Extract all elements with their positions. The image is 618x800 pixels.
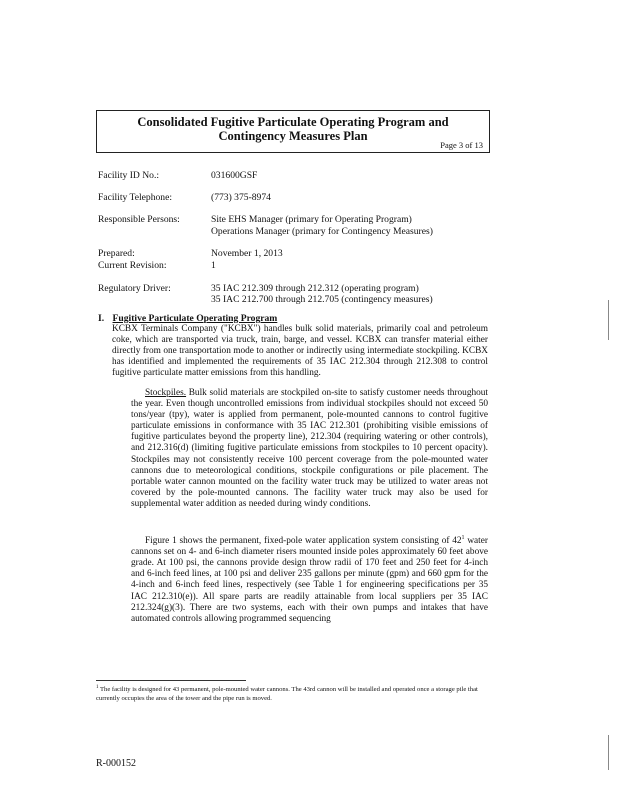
scan-mark	[608, 735, 609, 770]
regulatory-value-1: 35 IAC 212.309 through 212.312 (operating program)	[211, 283, 419, 294]
figure-paragraph	[131, 533, 488, 625]
section-number: I.	[98, 313, 105, 324]
revision-value: 1	[211, 260, 216, 271]
stockpiles-paragraph	[131, 388, 488, 510]
footnote-rule	[96, 680, 246, 681]
facility-phone-value: (773) 375-8974	[211, 192, 271, 203]
facility-id-label: Facility ID No.:	[98, 170, 160, 181]
title-box	[96, 110, 490, 153]
scan-mark	[608, 300, 609, 340]
footnote-mark: 1	[96, 685, 99, 690]
page-number: Page 3 of 13	[440, 140, 483, 150]
footnote-text: The facility is designed for 43 permanent, pole-mounted water cannons. The 43rd cannon will be installed and operated once a storage pile that currently occupies the area of the tower and the pipe run is moved.	[96, 686, 478, 703]
responsible-value-1: Site EHS Manager (primary for Operating Program)	[211, 214, 412, 225]
document-title-line2: Contingency Measures Plan	[218, 129, 368, 143]
responsible-label: Responsible Persons:	[98, 214, 180, 225]
responsible-value-2: Operations Manager (primary for Contingency Measures)	[211, 226, 433, 237]
facility-phone-label: Facility Telephone:	[98, 192, 173, 203]
revision-label: Current Revision:	[98, 260, 167, 271]
stockpiles-lead: Stockpiles.	[145, 388, 187, 398]
document-title-line1: Consolidated Fugitive Particulate Operating Program and	[137, 115, 449, 129]
stockpiles-text: Bulk solid materials are stockpiled on-site to satisfy customer needs throughout the year. Even though uncontrolled emissions from individual stockpiles should not exceed 50 tons/year (tpy), water is applied from permanent, pole-mounted cannons to control fugitive particulate emissions in conformance with 35 IAC 212.301 (prohibiting visible emissions of fugitive particulates beyond the property line), 212.304 (requiring watering or other controls), and 212.316(d) (limiting fugitive particulate emissions from stockpiles to 10 percent opacity). Stockpiles may not consistently receive 100 percent coverage from the pole-mounted water cannons due to meteorological conditions, stockpile configurations or pile placement. The portable water cannon mounted on the facility water truck may be utilized to water areas not covered by the pole-mounted cannons. The facility water truck may also be used for supplemental water addition as needed during windy conditions.	[131, 388, 488, 509]
prepared-label: Prepared:	[98, 248, 135, 259]
section-heading	[98, 313, 277, 324]
figure-text-2: water cannons set on 4- and 6-inch diameter risers mounted inside poles approximately 60 feet above grade. At 100 psi, the cannons provide design throw radii of 170 feet and 250 feet for 4-inch and 6-inch feed lines, at 100 psi and deliver 235 gallons per minute (gpm) and 660 gpm for the 4-inch and 6-inch feed lines, respectively (see Table 1 for engineering specifications per 35 IAC 212.310(e)). All spare parts are readily attainable from local suppliers per 35 IAC 212.324(g)(3). There are two systems, each with their own pumps and intakes that have automated controls allowing programmed sequencing	[131, 536, 488, 624]
figure-text-1: Figure 1 shows the permanent, fixed-pole water application system consisting of 42	[145, 536, 462, 547]
prepared-value: November 1, 2013	[211, 248, 283, 259]
section-title: Fugitive Particulate Operating Program	[112, 313, 278, 324]
regulatory-value-2: 35 IAC 212.700 through 212.705 (contingency measures)	[211, 294, 433, 305]
regulatory-label: Regulatory Driver:	[98, 283, 171, 294]
footnote	[96, 683, 488, 703]
footnote-reference: 1	[461, 535, 465, 541]
document-id: R-000152	[96, 758, 136, 769]
facility-id-value: 031600GSF	[211, 170, 258, 181]
intro-paragraph: KCBX Terminals Company ("KCBX") handles bulk solid materials, primarily coal and petroleum coke, which are transported via truck, train, barge, and vessel. KCBX can transfer material either directly from one transportation mode to another or indirectly using intermediate stockpiling. KCBX has identified and implemented the requirements of 35 IAC 212.304 through 212.308 to control fugitive particulate matter emissions from this handling.	[112, 324, 488, 379]
